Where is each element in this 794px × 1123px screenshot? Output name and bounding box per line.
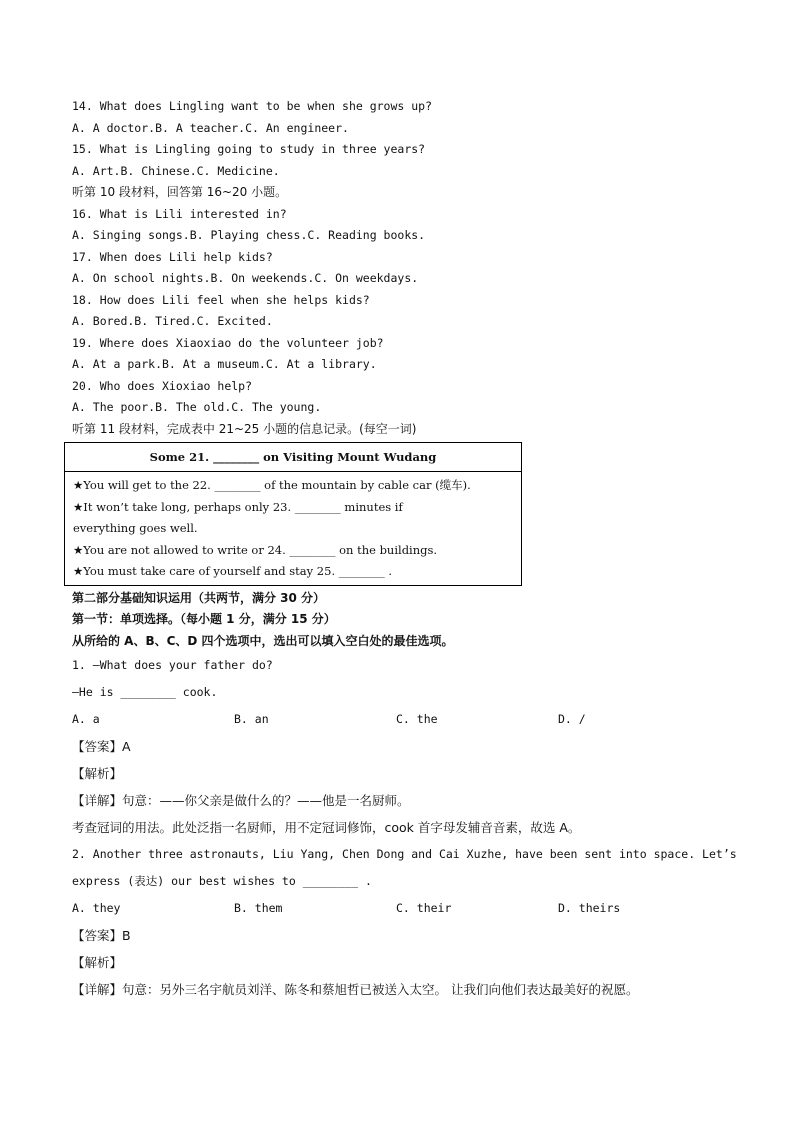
q1-option-d: D. /	[558, 712, 586, 726]
question-15: 15. What is Lingling going to study in three years?	[72, 142, 426, 156]
q1-analysis-label: 【解析】	[72, 766, 123, 781]
info-table-title: Some 21. ________ on Visiting Mount Wudang	[65, 443, 521, 472]
options-18: A. Bored.B. Tired.C. Excited.	[72, 314, 273, 328]
q2-options	[72, 895, 732, 922]
q1-option-c: C. the	[396, 712, 438, 726]
options-16: A. Singing songs.B. Playing chess.C. Reading books.	[72, 228, 426, 242]
table-row: ★You are not allowed to write or 24. ________ on the buildings.	[73, 542, 438, 557]
info-table	[64, 442, 522, 586]
options-15: A. Art.B. Chinese.C. Medicine.	[72, 163, 280, 178]
question-2	[72, 841, 737, 1003]
section1-heading: 第一节：单项选择。（每小题 1 分，满分 15 分）	[72, 612, 336, 626]
options-19: A. At a park.B. At a museum.C. At a library.	[72, 357, 377, 371]
options-20: A. The poor.B. The old.C. The young.	[72, 400, 322, 414]
q1-stem-reply: —He is ________ cook.	[72, 685, 218, 699]
q2-answer: 【答案】B	[72, 928, 131, 943]
document-page	[72, 96, 737, 1003]
part2-heading: 第二部分基础知识运用（共两节，满分 30 分）	[72, 590, 326, 605]
section-10-instruction: 听第 10 段材料，回答第 16~20 小题。	[72, 185, 288, 199]
q2-option-d: D. theirs	[558, 901, 621, 915]
question-19: 19. Where does Xiaoxiao do the volunteer job?	[72, 335, 384, 350]
q1-stem: 1. —What does your father do?	[72, 658, 273, 672]
q1-option-b: B. an	[234, 712, 269, 726]
q1-option-a: A. a	[72, 712, 100, 726]
q2-option-a: A. they	[72, 901, 121, 915]
question-16: 16. What is Lili interested in?	[72, 206, 287, 221]
question-1	[72, 652, 732, 841]
q2-option-c: C. their	[396, 901, 452, 915]
question-20: 20. Who does Xioxiao help?	[72, 378, 253, 393]
listening-questions	[72, 96, 732, 440]
section-11-instruction: 听第 11 段材料，完成表中 21~25 小题的信息记录。(每空一词)	[72, 421, 417, 436]
q2-option-b: B. them	[234, 901, 283, 915]
options-17: A. On school nights.B. On weekends.C. On weekdays.	[72, 271, 419, 285]
question-17: 17. When does Lili help kids?	[72, 249, 273, 264]
q2-detail: 【详解】句意：另外三名宇航员刘洋、陈冬和蔡旭哲已被送入太空。 让我们向他们表达最美好的祝愿。	[72, 982, 639, 997]
q1-answer: 【答案】A	[72, 739, 131, 754]
question-14: 14. What does Lingling want to be when she grows up?	[72, 99, 433, 113]
q1-options	[72, 706, 732, 733]
table-row: ★It won’t take long, perhaps only 23. ________ minutes if	[73, 499, 403, 514]
q2-analysis-label: 【解析】	[72, 955, 123, 970]
q2-stem: 2. Another three astronauts, Liu Yang, Chen Dong and Cai Xuzhe, have been sent into space. Let’s	[72, 847, 737, 861]
table-row: ★You must take care of yourself and stay 25. ________ .	[73, 564, 393, 578]
q2-stem-continued: express (表达) our best wishes to ________ .	[72, 874, 372, 888]
table-row: ★You will get to the 22. ________ of the mountain by cable car (缆车).	[73, 478, 471, 492]
q1-detail: 【详解】句意：——你父亲是做什么的？——他是一名厨师。	[72, 793, 410, 808]
table-row: everything goes well.	[73, 521, 198, 535]
question-18: 18. How does Lili feel when she helps kids?	[72, 292, 370, 307]
options-14: A. A doctor.B. A teacher.C. An engineer.	[72, 120, 349, 135]
info-table-body	[65, 472, 521, 585]
section1-instruction: 从所给的 A、B、C、D 四个选项中，选出可以填入空白处的最佳选项。	[72, 633, 454, 648]
q1-explanation: 考查冠词的用法。此处泛指一名厨师，用不定冠词修饰，cook 首字母发辅音音素，故选 A。	[72, 820, 581, 835]
